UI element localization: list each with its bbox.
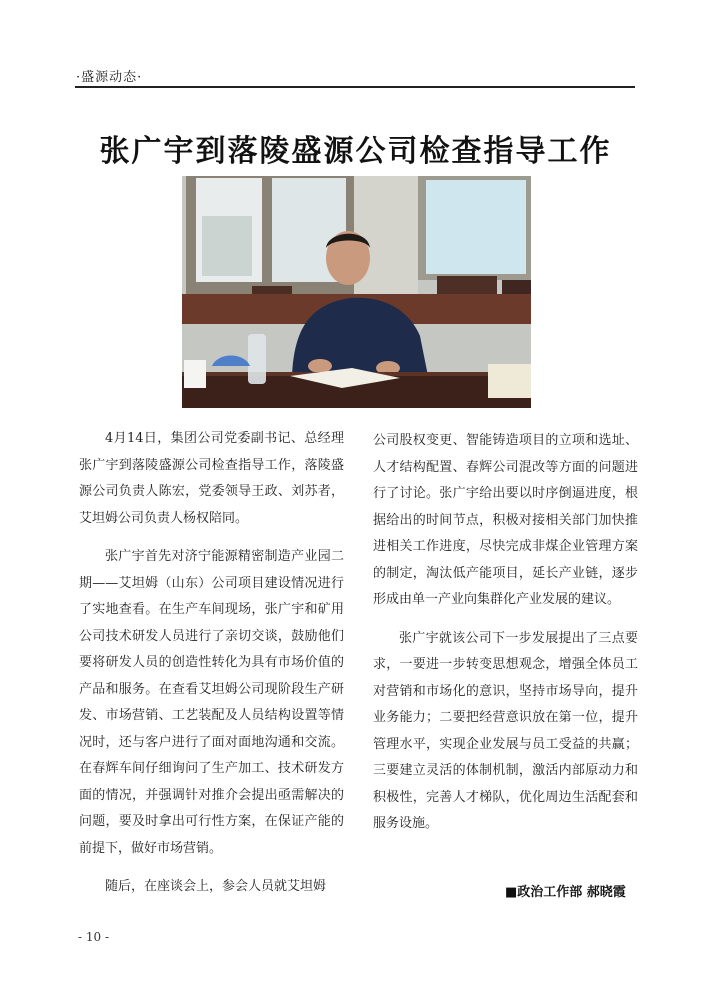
paragraph-2: 张广宇首先对济宁能源精密制造产业园二期——艾坦姆（山东）公司项目建设情况进行了实地查看。在生产车间现场，张广宇和矿用公司技术研发人员进行了亲切交谈，鼓励他们要将研发人员的创造性转化为具有市场价值的产品和服务。在查看艾坦姆公司现阶段生产研发、市场营销、工艺装配及人员结构设置等情况时，还与客户进行了面对面地沟通和交流。在春辉车间仔细询问了生产加工、技术研发方面的情况，并强调针对推介会提出亟需解决的问题，要及时拿出可行性方案，在保证产能的前提下，做好市场营销。 [79, 549, 344, 856]
photo-illustration [182, 176, 531, 408]
article-column-left [79, 426, 344, 901]
section-header: ·盛源动态· [76, 70, 143, 85]
author-byline: ■政治工作部 郝晓霞 [505, 885, 626, 900]
paragraph-1: 4月14日，集团公司党委副书记、总经理张广宇到落陵盛源公司检查指导工作，落陵盛源公司负责人陈宏，党委领导王政、刘苏者，艾坦姆公司负责人杨权陪同。 [79, 431, 344, 526]
paragraph-3-continued: 公司股权变更、智能铸造项目的立项和选址、人才结构配置、春辉公司混改等方面的问题进行了讨论。张广宇给出要以时序倒逼进度，根据给出的时间节点，积极对接相关部门加快推进相关工作进度，尽快完成非煤企业管理方案的制定，淘汰低产能项目，延长产业链，逐步形成由单一产业向集群化产业发展的建议。 [373, 433, 638, 607]
page-number: - 10 - [78, 930, 110, 944]
article-photo [182, 176, 531, 408]
article-title: 张广宇到落陵盛源公司检查指导工作 [99, 134, 612, 169]
paragraph-4: 张广宇就该公司下一步发展提出了三点要求，一要进一步转变思想观念，增强全体员工对营销和市场化的意识，坚持市场导向，提升业务能力；二要把经营意识放在第一位，提升管理水平，实现企业发展与员工受益的共赢；三要建立灵活的体制机制，激活内部原动力和积极性，完善人才梯队，优化周边生活配套和服务设施。 [373, 630, 638, 831]
paragraph-3: 随后，在座谈会上，参会人员就艾坦姆 [105, 879, 327, 894]
article-column-right [373, 428, 638, 838]
header-rule [75, 86, 635, 88]
